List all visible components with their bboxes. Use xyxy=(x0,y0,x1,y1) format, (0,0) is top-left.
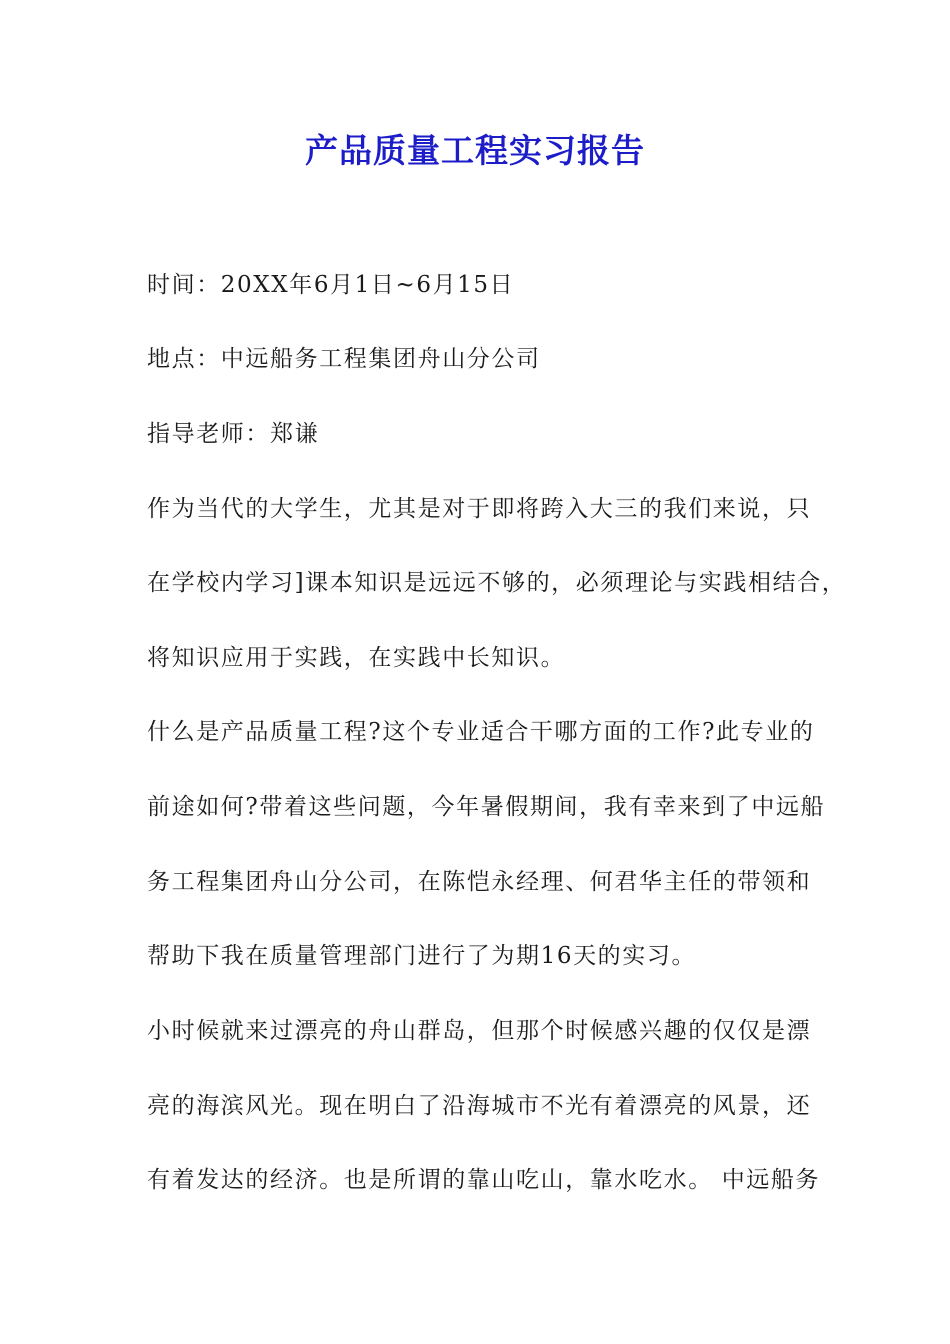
paragraph-2-line-3: 务工程集团舟山分公司，在陈恺永经理、何君华主任的带领和 xyxy=(147,869,812,895)
meta-advisor: 指导老师：郑谦 xyxy=(147,421,320,447)
paragraph-1-line-3: 将知识应用于实践，在实践中长知识。 xyxy=(147,645,566,671)
paragraph-3-line-3: 有着发达的经济。也是所谓的靠山吃山，靠水吃水。 中远船务 xyxy=(147,1167,821,1193)
paragraph-3-line-2: 亮的海滨风光。现在明白了沿海城市不光有着漂亮的风景，还 xyxy=(147,1093,812,1119)
paragraph-1-line-2: 在学校内学习]课本知识是远远不够的，必须理论与实践相结合， xyxy=(147,570,847,596)
paragraph-2-line-1: 什么是产品质量工程?这个专业适合干哪方面的工作?此专业的 xyxy=(147,719,815,745)
paragraph-2-line-2: 前途如何?带着这些问题，今年暑假期间，我有幸来到了中远船 xyxy=(147,794,826,820)
paragraph-1-line-1: 作为当代的大学生，尤其是对于即将跨入大三的我们来说，只 xyxy=(147,496,812,522)
paragraph-3-line-1: 小时候就来过漂亮的舟山群岛，但那个时候感兴趣的仅仅是漂 xyxy=(147,1018,812,1044)
meta-place: 地点：中远船务工程集团舟山分公司 xyxy=(147,346,541,372)
paragraph-2-line-4: 帮助下我在质量管理部门进行了为期16天的实习。 xyxy=(147,943,697,969)
meta-time: 时间：20XX年6月1日~6月15日 xyxy=(147,272,515,298)
document-title: 产品质量工程实习报告 xyxy=(305,131,645,170)
